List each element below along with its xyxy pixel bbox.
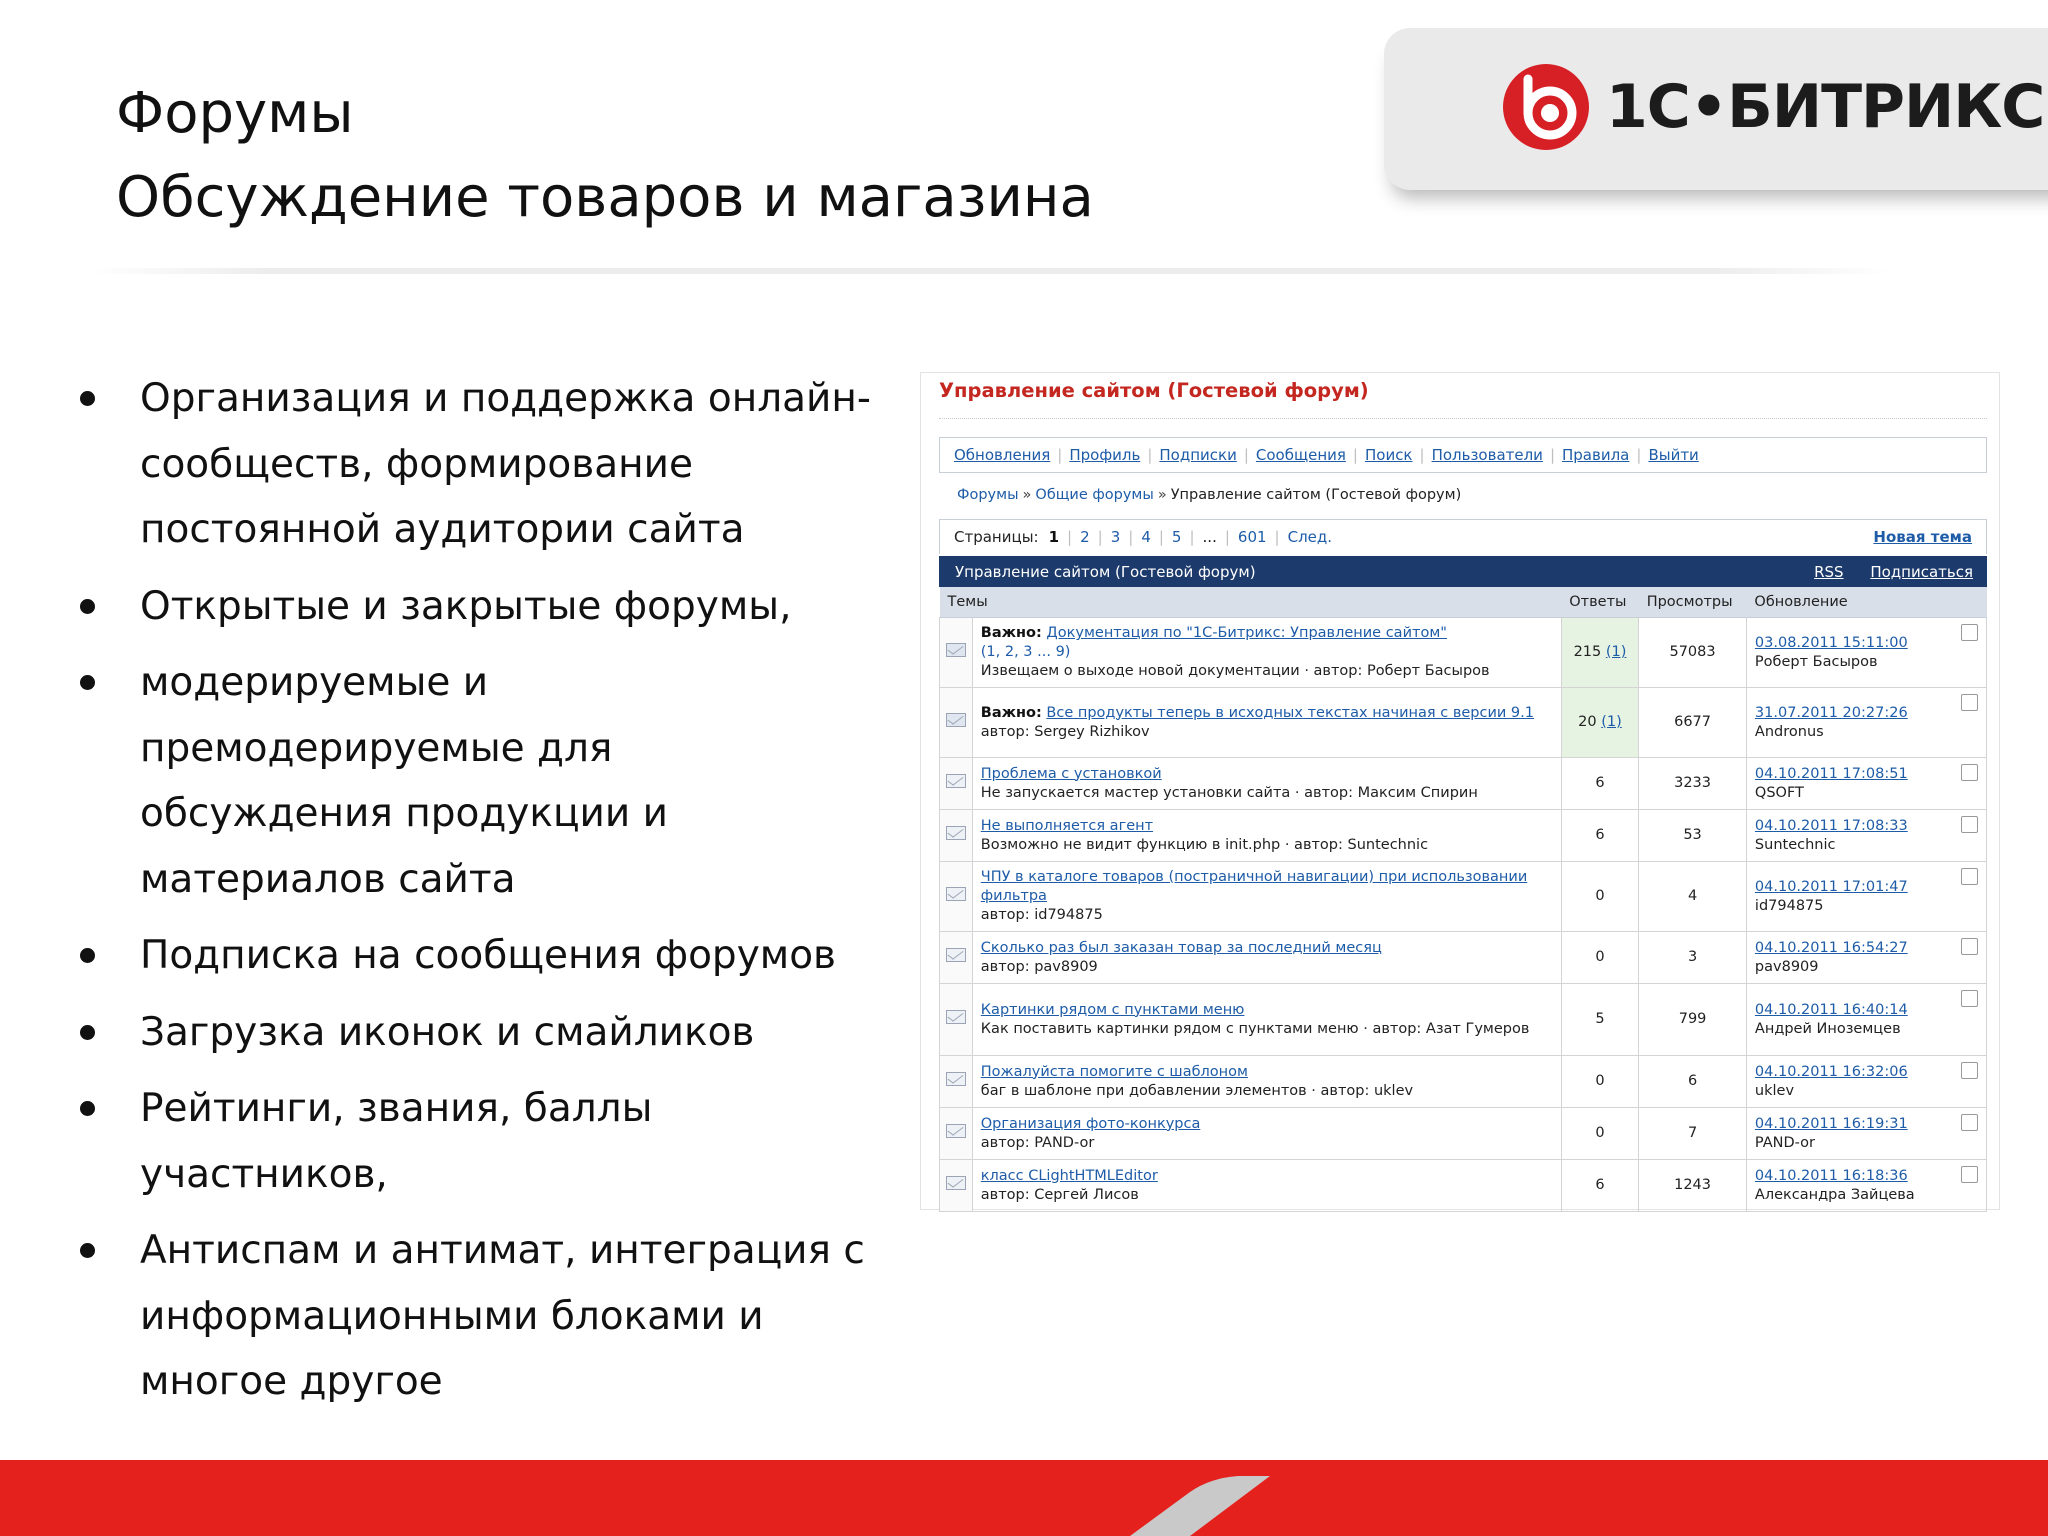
topic-envelope-icon <box>946 826 966 840</box>
forum-header-title: Управление сайтом (Гостевой форум) <box>955 562 1256 581</box>
table-header-row <box>940 587 1987 618</box>
menu-users[interactable]: Пользователи <box>1431 446 1543 464</box>
new-replies-link[interactable]: (1) <box>1605 644 1627 660</box>
views-count: 799 <box>1639 984 1747 1056</box>
subscribe-link[interactable]: Подписаться <box>1870 563 1973 581</box>
last-post-user: Роберт Басыров <box>1754 653 1878 670</box>
topic-desc: автор: Sergey Rizhikov <box>980 723 1150 740</box>
menu-search[interactable]: Поиск <box>1364 446 1413 464</box>
last-post-user: Suntechnic <box>1754 836 1836 853</box>
topic-link[interactable]: Пожалуйста помогите с шаблоном <box>980 1063 1248 1080</box>
forum-title: Управление сайтом (Гостевой форум) <box>939 379 1369 402</box>
replies-count: 5 <box>1561 984 1638 1056</box>
topic-desc: Извещаем о выходе новой документации · автор: Роберт Басыров <box>980 663 1490 679</box>
page-link[interactable]: 3 <box>1110 528 1121 546</box>
topic-pages[interactable]: (1, 2, 3 ... 9) <box>980 644 1071 660</box>
select-checkbox[interactable] <box>1961 694 1978 711</box>
last-post-date[interactable]: 04.10.2011 17:01:47 <box>1754 878 1908 895</box>
topic-link[interactable]: Проблема с установкой <box>980 765 1162 782</box>
topic-envelope-icon <box>946 1176 966 1190</box>
forum-header-bar <box>939 556 1987 587</box>
bullet-icon <box>80 391 95 406</box>
table-row <box>940 810 1987 862</box>
bullet-icon <box>80 1025 95 1040</box>
table-row <box>940 1056 1987 1108</box>
table-row <box>940 618 1987 688</box>
rss-link[interactable]: RSS <box>1814 563 1844 581</box>
feature-item: Антиспам и антимат, интеграция с информационными блоками и многое другое <box>76 1218 876 1415</box>
bullet-icon <box>80 948 95 963</box>
bullet-icon <box>80 1243 95 1258</box>
last-post-user: PAND-or <box>1754 1134 1816 1151</box>
new-topic-link[interactable]: Новая тема <box>1873 528 1972 546</box>
important-topic-icon <box>946 643 966 657</box>
replies-count: 215 <box>1573 644 1602 660</box>
last-post-date[interactable]: 04.10.2011 16:54:27 <box>1754 939 1908 956</box>
replies-count: 0 <box>1561 862 1638 932</box>
topic-desc: автор: Сергей Лисов <box>980 1186 1139 1203</box>
bullet-icon <box>80 599 95 614</box>
select-checkbox[interactable] <box>1961 624 1978 641</box>
page-link[interactable]: 601 <box>1237 528 1267 546</box>
last-post-user: id794875 <box>1754 897 1824 914</box>
topic-link[interactable]: Не выполняется агент <box>980 817 1154 834</box>
page-link[interactable]: 2 <box>1080 528 1090 546</box>
views-count: 3233 <box>1639 758 1747 810</box>
col-views: Просмотры <box>1639 587 1747 618</box>
pager-label: Страницы: <box>954 528 1039 546</box>
feature-item: модерируемые и премодерируемые для обсуждения продукции и материалов сайта <box>76 650 876 912</box>
views-count: 57083 <box>1639 618 1747 688</box>
topic-link[interactable]: Картинки рядом с пунктами меню <box>980 1001 1245 1018</box>
select-checkbox[interactable] <box>1961 938 1978 955</box>
last-post-date[interactable]: 04.10.2011 16:19:31 <box>1754 1115 1908 1132</box>
menu-messages[interactable]: Сообщения <box>1255 446 1346 464</box>
select-checkbox[interactable] <box>1961 1166 1978 1183</box>
last-post-user: Андрей Иноземцев <box>1754 1020 1901 1037</box>
table-row <box>940 1108 1987 1160</box>
slide-title-line2: Обсуждение товаров и магазина <box>116 165 1094 230</box>
topic-link[interactable]: Сколько раз был заказан товар за последний месяц <box>980 939 1382 956</box>
select-checkbox[interactable] <box>1961 1114 1978 1131</box>
replies-count: 0 <box>1561 932 1638 984</box>
pagination: Страницы: 1 | 2 | 3 | 4 | 5 | ... | 601 | След. Новая тема <box>939 519 1987 554</box>
table-row <box>940 862 1987 932</box>
topic-envelope-icon <box>946 1010 966 1024</box>
topic-desc: автор: id794875 <box>980 907 1103 923</box>
topic-desc: автор: PAND-or <box>980 1134 1095 1151</box>
forum-screenshot <box>920 372 2000 1210</box>
select-checkbox[interactable] <box>1961 1062 1978 1079</box>
last-post-user: Andronus <box>1754 723 1824 740</box>
views-count: 4 <box>1639 862 1747 932</box>
topic-link[interactable]: Организация фото-конкурса <box>980 1115 1201 1132</box>
table-row <box>940 1160 1987 1212</box>
important-label: Важно: <box>980 704 1042 721</box>
table-row <box>940 932 1987 984</box>
last-post-user: QSOFT <box>1754 784 1804 801</box>
replies-count: 0 <box>1561 1056 1638 1108</box>
topic-envelope-icon <box>946 948 966 962</box>
page-ellipsis: ... <box>1202 528 1217 546</box>
topic-envelope-icon <box>946 1072 966 1086</box>
topic-link[interactable]: ЧПУ в каталоге товаров (постраничной навигации) при использовании фильтра <box>980 869 1528 904</box>
select-checkbox[interactable] <box>1961 868 1978 885</box>
menu-rules[interactable]: Правила <box>1562 446 1630 464</box>
last-post-date[interactable]: 31.07.2011 20:27:26 <box>1754 704 1908 721</box>
col-topics: Темы <box>940 587 1562 618</box>
page-link[interactable]: 5 <box>1171 528 1182 546</box>
replies-count: 0 <box>1561 1108 1638 1160</box>
topic-link[interactable]: Все продукты теперь в исходных текстах начиная с версии 9.1 <box>1046 704 1534 721</box>
last-post-date[interactable]: 04.10.2011 16:40:14 <box>1754 1001 1908 1018</box>
menu-subscriptions[interactable]: Подписки <box>1159 446 1237 464</box>
last-post-user: pav8909 <box>1754 958 1819 975</box>
menu-profile[interactable]: Профиль <box>1069 446 1141 464</box>
views-count: 53 <box>1639 810 1747 862</box>
replies-count: 6 <box>1561 758 1638 810</box>
feature-item: Рейтинги, звания, баллы участников, <box>76 1076 876 1207</box>
important-label: Важно: <box>980 625 1042 641</box>
table-row <box>940 758 1987 810</box>
col-replies: Ответы <box>1561 587 1638 618</box>
topic-desc: автор: pav8909 <box>980 958 1098 975</box>
menu-logout[interactable]: Выйти <box>1648 446 1699 464</box>
last-post-user: Александра Зайцева <box>1754 1186 1915 1203</box>
table-row <box>940 984 1987 1056</box>
feature-item: Подписка на сообщения форумов <box>76 923 876 989</box>
select-checkbox[interactable] <box>1961 990 1978 1007</box>
topic-envelope-icon <box>946 887 966 901</box>
topic-envelope-icon <box>946 1124 966 1138</box>
page-link[interactable]: 4 <box>1141 528 1151 546</box>
dotted-divider <box>939 418 1987 419</box>
logo-text: 1С•БИТРИКС <box>1606 72 2045 142</box>
views-count: 1243 <box>1639 1160 1747 1212</box>
views-count: 6677 <box>1639 688 1747 758</box>
topic-desc: Возможно не видит функцию в init.php · автор: Suntechnic <box>980 836 1429 853</box>
slide-title-line1: Форумы <box>116 81 354 146</box>
views-count: 3 <box>1639 932 1747 984</box>
topic-desc: баг в шаблоне при добавлении элементов · автор: uklev <box>980 1082 1414 1099</box>
important-topic-icon <box>946 713 966 727</box>
feature-list <box>76 366 876 1426</box>
select-checkbox[interactable] <box>1961 764 1978 781</box>
forum-menu: Обновления | Профиль | Подписки | Сообщения | Поиск | Пользователи | Правила | Выйти <box>939 437 1987 473</box>
title-divider <box>90 268 1890 274</box>
footer-swoosh <box>1130 1462 2048 1536</box>
topic-desc: Как поставить картинки рядом с пунктами меню · автор: Азат Гумеров <box>980 1020 1530 1037</box>
breadcrumb-forums[interactable]: Форумы <box>957 487 1019 503</box>
last-post-date[interactable]: 04.10.2011 17:08:33 <box>1754 817 1908 834</box>
logo-card <box>1384 28 2048 190</box>
breadcrumb: Форумы » Общие форумы » Управление сайтом (Гостевой форум) <box>957 487 1462 503</box>
page-next[interactable]: След. <box>1287 528 1333 546</box>
new-replies-link[interactable]: (1) <box>1601 714 1622 730</box>
topic-envelope-icon <box>946 774 966 788</box>
topics-table <box>939 587 1987 1212</box>
replies-count: 6 <box>1561 810 1638 862</box>
col-updated: Обновление <box>1746 587 1986 618</box>
replies-count: 20 <box>1578 714 1597 730</box>
last-post-date[interactable]: 03.08.2011 15:11:00 <box>1754 634 1908 651</box>
breadcrumb-general[interactable]: Общие форумы <box>1035 487 1154 503</box>
slide-title <box>116 72 1094 240</box>
last-post-user: uklev <box>1754 1082 1795 1099</box>
last-post-date[interactable]: 04.10.2011 17:08:51 <box>1754 765 1908 782</box>
feature-item: Загрузка иконок и смайликов <box>76 1000 876 1066</box>
bullet-icon <box>80 675 95 690</box>
last-post-date[interactable]: 04.10.2011 16:18:36 <box>1754 1167 1908 1184</box>
select-checkbox[interactable] <box>1961 816 1978 833</box>
views-count: 6 <box>1639 1056 1747 1108</box>
feature-item: Открытые и закрытые форумы, <box>76 574 876 640</box>
feature-item: Организация и поддержка онлайн-сообществ, формирование постоянной аудитории сайта <box>76 366 876 563</box>
topic-desc: Не запускается мастер установки сайта · автор: Максим Спирин <box>980 784 1478 801</box>
menu-updates[interactable]: Обновления <box>954 446 1051 464</box>
topic-link[interactable]: класс CLightHTMLEditor <box>980 1167 1158 1184</box>
topic-link[interactable]: Документация по "1С-Битрикс: Управление сайтом" <box>1046 625 1447 641</box>
last-post-date[interactable]: 04.10.2011 16:32:06 <box>1754 1063 1908 1080</box>
breadcrumb-current: Управление сайтом (Гостевой форум) <box>1170 487 1462 503</box>
bullet-icon <box>80 1101 95 1116</box>
replies-count: 6 <box>1561 1160 1638 1212</box>
views-count: 7 <box>1639 1108 1747 1160</box>
table-row <box>940 688 1987 758</box>
bitrix-logo-icon <box>1502 63 1590 151</box>
page-current: 1 <box>1048 528 1060 546</box>
